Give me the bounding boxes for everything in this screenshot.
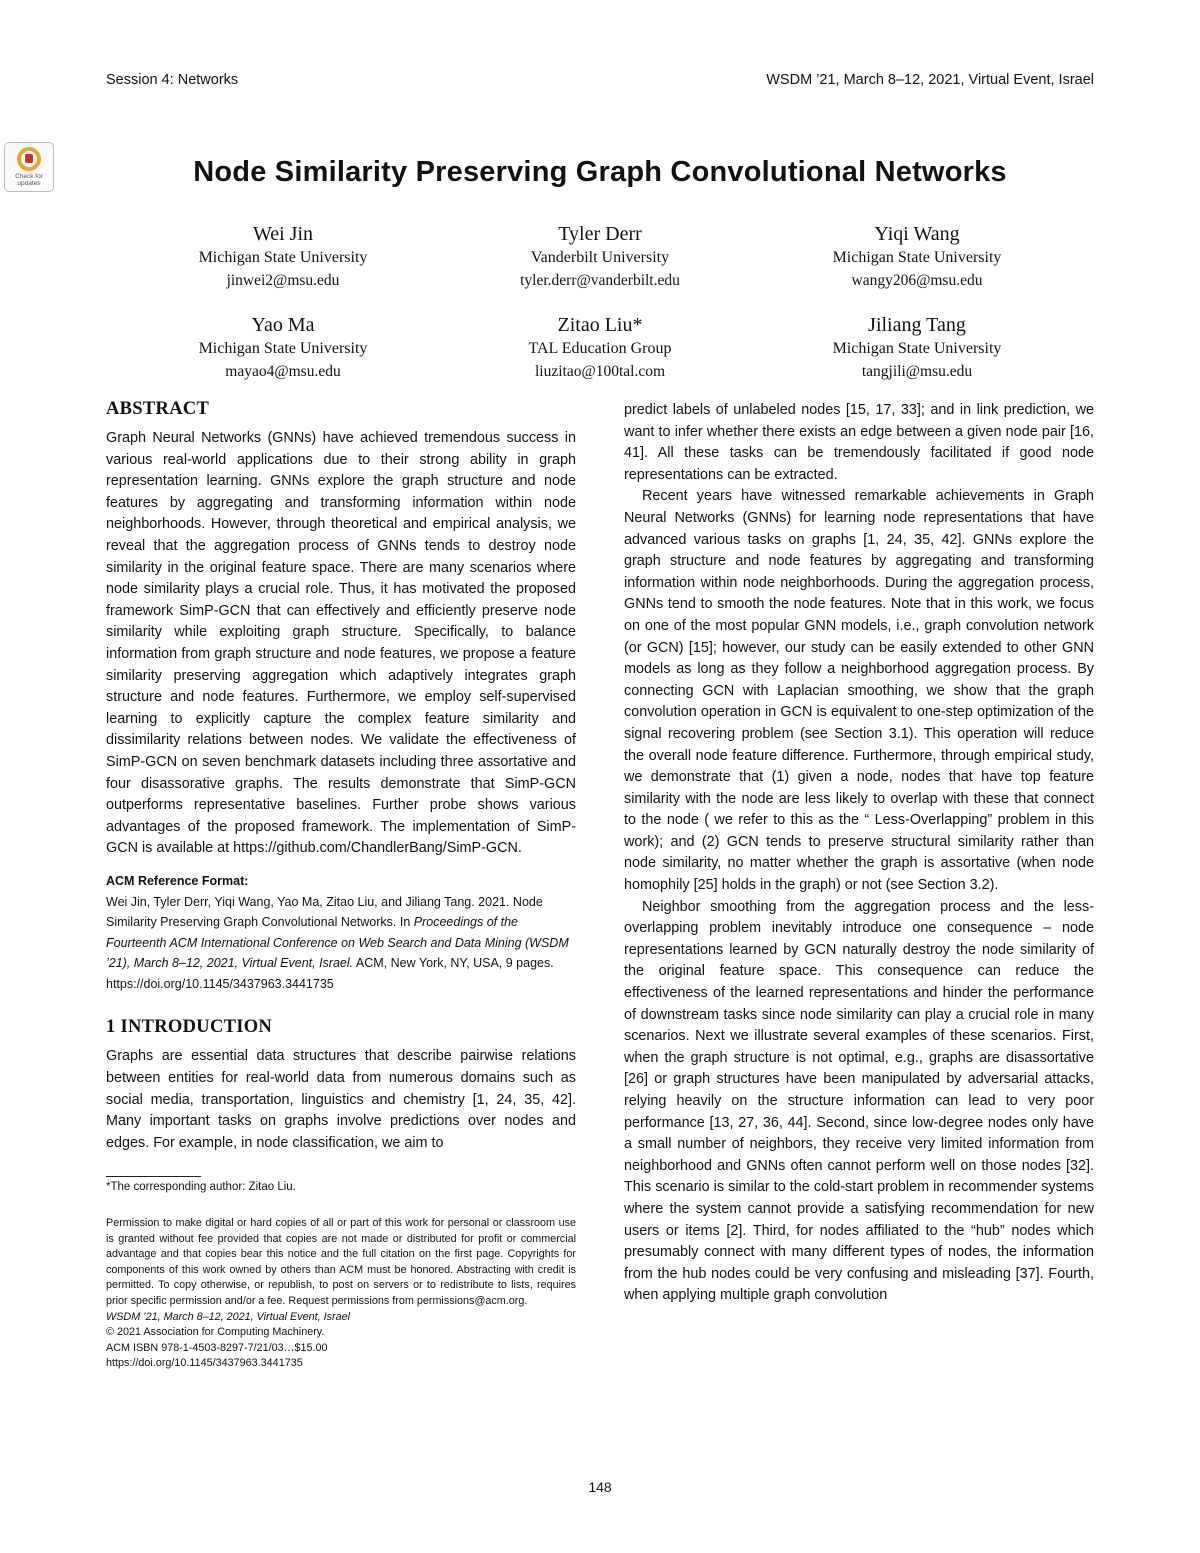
abstract-heading: ABSTRACT: [106, 399, 210, 419]
author-affiliation: Michigan State University: [198, 249, 368, 266]
author-email: tyler.derr@vanderbilt.edu: [520, 272, 680, 289]
corresponding-author-footnote: *The corresponding author: Zitao Liu.: [106, 1181, 296, 1193]
author-email: jinwei2@msu.edu: [226, 272, 340, 289]
reference-proceedings: Proceedings of the Fourteenth ACM International Conference on Web Search and Data Mining (WSDM ’21), March 8–12, 2021, Virtual Event, Israel.: [106, 915, 569, 971]
acm-reference-heading: ACM Reference Format:: [106, 873, 249, 888]
introduction-heading: 1 INTRODUCTION: [106, 1017, 273, 1038]
author-email: liuzitao@100tal.com: [534, 363, 666, 380]
author-name: Yao Ma: [251, 314, 315, 336]
permission-doi: https://doi.org/10.1145/3437963.3441735: [106, 1357, 303, 1370]
session-label: Session 4: Networks: [106, 72, 239, 88]
introduction-paragraph-3: Neighbor smoothing from the aggregation process and the less-overlapping problem inevitably introduce one consequence – node representations learned by GCN naturally destroy the node similarity of the original feature space. This consequence can reduce the effectiveness of the learned representations and hinder the performance of downstream tasks since node similarity can play a crucial role in many scenarios. Next we illustrate several examples of these scenarios. First, when the graph structure is not optimal, e.g., graphs are disassortative [26] or graph structures have been manipulated by adversarial attacks, relying heavily on the structure information can lead to very poor performance [13, 27, 36, 44]. Second, since low-degree nodes only have a small number of neighbors, they receive very limited information from neighborhood and GNNs often cannot perform well on those nodes [32]. This scenario is similar to the cold-start problem in recommender systems where the system cannot provide a satisfying recommendation for new users or items [2]. Third, for nodes affiliated to the “hub” nodes which presumably connect with many different types of nodes, the information from the hub nodes could be very confusing and misleading [37]. Fourth, when applying multiple graph convolution: [624, 898, 1094, 1304]
author-email: wangy206@msu.edu: [851, 272, 983, 289]
badge-label: Check for updates: [15, 173, 43, 187]
author-name: Jiliang Tang: [868, 314, 966, 336]
introduction-paragraph-1: Graphs are essential data structures that describe pairwise relations between entities for real-world data from numerous domains such as social media, transportation, linguistics and chemistry [1, 24, 35, 42]. Many important tasks on graphs involve predictions over nodes and edges. For example, in node classification, we aim to: [106, 1048, 576, 1151]
paper-title: Node Similarity Preserving Graph Convolutional Networks: [193, 156, 1007, 188]
author-email: mayao4@msu.edu: [225, 363, 341, 380]
permission-isbn: ACM ISBN 978-1-4503-8297-7/21/03…$15.00: [106, 1341, 328, 1354]
page-number: 148: [588, 1479, 612, 1495]
author-block: [759, 222, 1075, 292]
author-affiliation: TAL Education Group: [528, 340, 672, 357]
permission-copyright: © 2021 Association for Computing Machinery.: [106, 1326, 325, 1339]
permission-venue: WSDM ’21, March 8–12, 2021, Virtual Event, Israel: [106, 1310, 351, 1323]
abstract-text: Graph Neural Networks (GNNs) have achieved tremendous success in various real-world applications due to their strong ability in graph representation learning. GNNs explore the graph structure and node features by aggregating and transforming information within node neighborhoods. However, through theoretical and empirical analysis, we reveal that the aggregation process of GNNs tends to destroy node similarity in the original feature space. There are many scenarios where node similarity plays a crucial role. Thus, it has motivated the proposed framework SimP-GCN that can effectively and efficiently preserve node similarity while exploiting graph structure. Specifically, to balance information from graph structure and node features, we propose a feature similarity preserving aggregation which adaptively integrates graph structure and node features. Furthermore, we employ self-supervised learning to explicitly capture the complex feature similarity and dissimilarity relations between nodes. We validate the effectiveness of SimP-GCN on seven benchmark datasets including three assortative and four disassorative graphs. The results demonstrate that SimP-GCN outperforms representative baselines. Further probe shows various advantages of the proposed framework. The implementation of SimP-GCN is available at https://github.com/ChandlerBang/SimP-GCN.: [106, 430, 576, 857]
author-block: [442, 313, 758, 383]
author-name: Tyler Derr: [558, 223, 642, 245]
footnote-rule: [106, 1176, 201, 1177]
author-block: [442, 222, 758, 292]
author-block: [759, 313, 1075, 383]
acm-reference-text: [106, 892, 576, 995]
author-name: Wei Jin: [252, 223, 314, 245]
author-affiliation: Vanderbilt University: [530, 249, 670, 266]
introduction-paragraph-2: Recent years have witnessed remarkable achievements in Graph Neural Networks (GNNs) for learning node representations that have advanced various tasks on graphs [1, 24, 35, 42]. GNNs explore the graph structure and node features by aggregating and transforming information within node neighborhoods. During the aggregation process, GNNs tend to smooth the node features. Note that in this work, we focus on one of the most popular GNN models, i.e., graph convolution network (or GCN) [15]; however, our study can be easily extended to other GNN models as long as they follow a neighborhood aggregation process. By connecting GCN with Laplacian smoothing, we show that the graph convolution operation in GCN is equivalent to one-step optimization of the signal recovering problem (see Section 3.1). This operation will reduce the overall node feature difference. Furthermore, through empirical study, we demonstrate that (1) given a node, nodes that have top feature similarity with the node are less likely to overlap with these that connect to the node ( we refer to this as the “ Less-Overlapping” problem in this work); and (2) GCN tends to preserve structural similarity rather than node similarity, no matter whether the graph is assortative (when node homophily [25] holds in the graph) or not (see Section 3.2).: [624, 488, 1094, 894]
left-column: [106, 398, 576, 1154]
reference-authors: Wei Jin, Tyler Derr, Yiqi Wang, Yao Ma, Zitao Liu, and Jiliang Tang. 2021. Node Similarity Preserving Graph Convolutional Networks. In: [106, 894, 543, 930]
permission-text: Permission to make digital or hard copies of all or part of this work for personal or classroom use is granted without fee provided that copies are not made or distributed for profit or commercial advantage and that copies bear this notice and the full citation on the first page. Copyrights for components of this work owned by others than ACM must be honored. Abstracting with credit is permitted. To copy otherwise, or republish, to post on servers or to redistribute to lists, requires prior specific permission and/or a fee. Request permissions from permissions@acm.org.: [106, 1217, 576, 1307]
author-affiliation: Michigan State University: [832, 249, 1002, 266]
reference-publisher: ACM, New York, NY, USA, 9 pages. https://doi.org/10.1145/3437963.3441735: [106, 956, 554, 991]
author-block: [125, 313, 441, 383]
right-column: [624, 400, 1094, 1307]
author-block: [125, 222, 441, 292]
introduction-paragraph-1-continued: predict labels of unlabeled nodes [15, 17, 33]; and in link prediction, we want to infer whether there exists an edge between a given node pair [16, 41]. All these tasks can be tremendously facilitated if good node representations can be extracted.: [624, 402, 1094, 483]
author-email: tangjili@msu.edu: [861, 363, 973, 380]
author-name: Yiqi Wang: [874, 223, 960, 245]
author-affiliation: Michigan State University: [198, 340, 368, 357]
author-affiliation: Michigan State University: [832, 340, 1002, 357]
author-name: Zitao Liu*: [557, 314, 643, 336]
venue-label: WSDM ’21, March 8–12, 2021, Virtual Event, Israel: [766, 72, 1094, 88]
permission-block: [106, 1216, 576, 1372]
